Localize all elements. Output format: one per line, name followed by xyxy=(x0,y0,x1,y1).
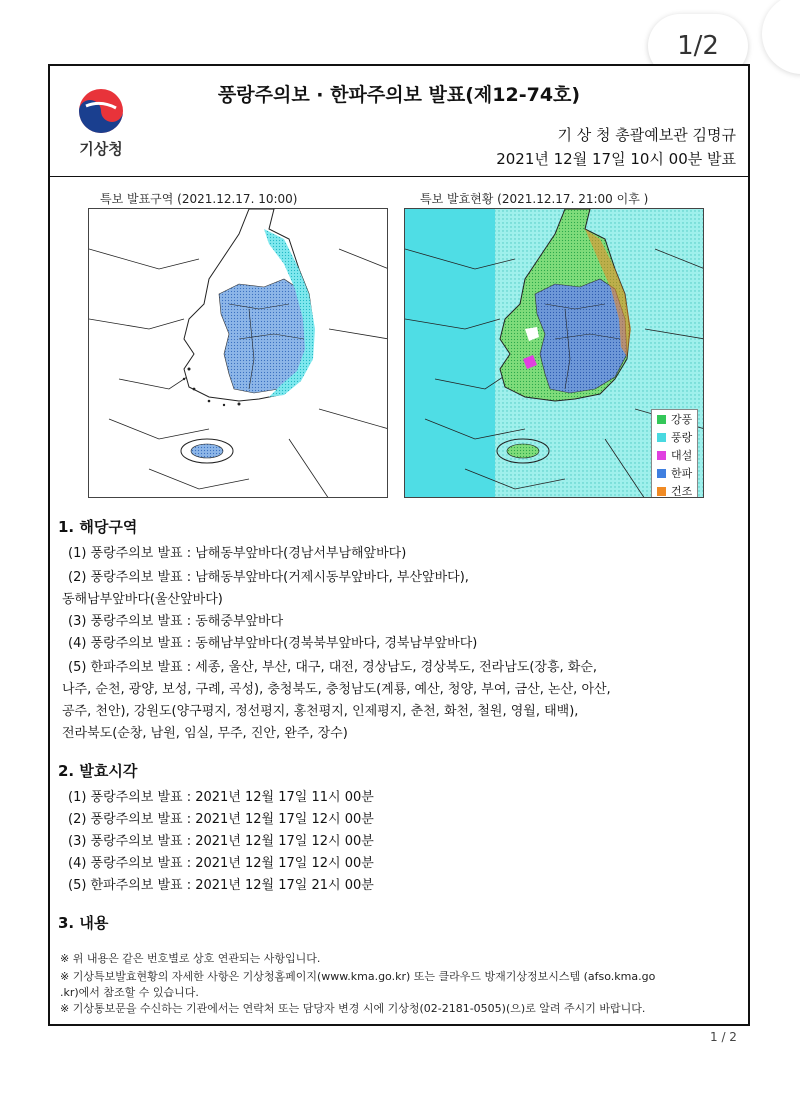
section-3-title: 3. 내용 xyxy=(58,914,109,932)
document-header xyxy=(50,66,748,177)
legend-item xyxy=(652,464,697,482)
section-1-line: 공주, 천안), 강원도(양구평지, 정선평지, 홍천평지, 인제평지, 춘천, 화천, 철원, 영월, 태백), xyxy=(62,704,579,719)
legend-label: 풍랑 xyxy=(671,431,693,444)
section-1-line: (3) 풍랑주의보 발표 : 동해중부앞바다 xyxy=(68,614,284,629)
issue-time: 2021년 12월 17일 10시 00분 발표 xyxy=(496,150,736,168)
legend-swatch xyxy=(657,415,666,424)
section-1-line: (2) 풍랑주의보 발표 : 남해동부앞바다(거제시동부앞바다, 부산앞바다), xyxy=(68,570,469,585)
issuer: 기 상 청 총괄예보관 김명규 xyxy=(557,126,736,144)
legend-swatch xyxy=(657,451,666,460)
section-2-line: (5) 한파주의보 발표 : 2021년 12월 17일 21시 00분 xyxy=(68,878,374,893)
legend-item xyxy=(652,446,697,464)
note-line: .kr)에서 참조할 수 있습니다. xyxy=(60,986,199,999)
legend-label: 건조 xyxy=(671,485,693,498)
note-line: ※ 기상통보문을 수신하는 기관에서는 연락처 또는 담당자 변경 시에 기상청(02-2181-0505)(으)로 알려 주시기 바랍니다. xyxy=(60,1002,646,1015)
section-2-line: (2) 풍랑주의보 발표 : 2021년 12월 17일 12시 00분 xyxy=(68,812,374,827)
logo-text: 기상청 xyxy=(79,140,123,158)
document-page xyxy=(48,64,750,1026)
legend-swatch xyxy=(657,433,666,442)
section-1-title: 1. 해당구역 xyxy=(58,518,138,536)
section-1-line: 동해남부앞바다(울산앞바다) xyxy=(62,592,223,607)
section-1-line: 나주, 순천, 광양, 보성, 구례, 곡성), 충청북도, 충청남도(계룡, 예산, 청양, 부여, 금산, 논산, 아산, xyxy=(62,682,611,697)
legend-label: 대설 xyxy=(671,449,693,462)
left-map-graphic xyxy=(89,209,388,498)
viewer-side-button[interactable] xyxy=(762,0,800,74)
legend-swatch xyxy=(657,487,666,496)
section-2-line: (3) 풍랑주의보 발표 : 2021년 12월 17일 12시 00분 xyxy=(68,834,374,849)
left-map-caption: 특보 발표구역 (2021.12.17. 10:00) xyxy=(100,192,298,206)
section-1-line: 전라북도(순창, 남원, 임실, 무주, 진안, 완주, 장수) xyxy=(62,726,348,741)
note-line: ※ 기상특보발효현황의 자세한 사항은 기상청홈페이지(www.kma.go.kr) 또는 클라우드 방재기상정보시스템 (afso.kma.go xyxy=(60,970,656,983)
section-2-line: (1) 풍랑주의보 발표 : 2021년 12월 17일 11시 00분 xyxy=(68,790,374,805)
right-map-caption: 특보 발효현황 (2021.12.17. 21:00 이후 ) xyxy=(420,192,649,206)
left-map xyxy=(88,208,388,498)
legend-item xyxy=(652,410,697,428)
legend-label: 강풍 xyxy=(671,413,693,426)
document-title: 풍랑주의보 · 한파주의보 발표(제12-74호) xyxy=(217,84,581,106)
legend-item xyxy=(652,428,697,446)
section-1-line: (5) 한파주의보 발표 : 세종, 울산, 부산, 대구, 대전, 경상남도, 경상북도, 전라남도(장흥, 화순, xyxy=(68,660,598,675)
right-map-legend xyxy=(651,409,698,498)
section-2-title: 2. 발효시각 xyxy=(58,762,138,780)
legend-label: 한파 xyxy=(671,467,693,480)
legend-item xyxy=(652,482,697,498)
legend-swatch xyxy=(657,469,666,478)
right-map xyxy=(404,208,704,498)
section-2-line: (4) 풍랑주의보 발표 : 2021년 12월 17일 12시 00분 xyxy=(68,856,374,871)
page-indicator[interactable]: 1/2 xyxy=(648,14,748,78)
section-1-line: (4) 풍랑주의보 발표 : 동해남부앞바다(경북북부앞바다, 경북남부앞바다) xyxy=(68,636,478,651)
section-1-line: (1) 풍랑주의보 발표 : 남해동부앞바다(경남서부남해앞바다) xyxy=(68,546,407,561)
note-line: ※ 위 내용은 같은 번호별로 상호 연관되는 사항입니다. xyxy=(60,952,321,965)
page-footer-number: 1 / 2 xyxy=(710,1030,737,1044)
